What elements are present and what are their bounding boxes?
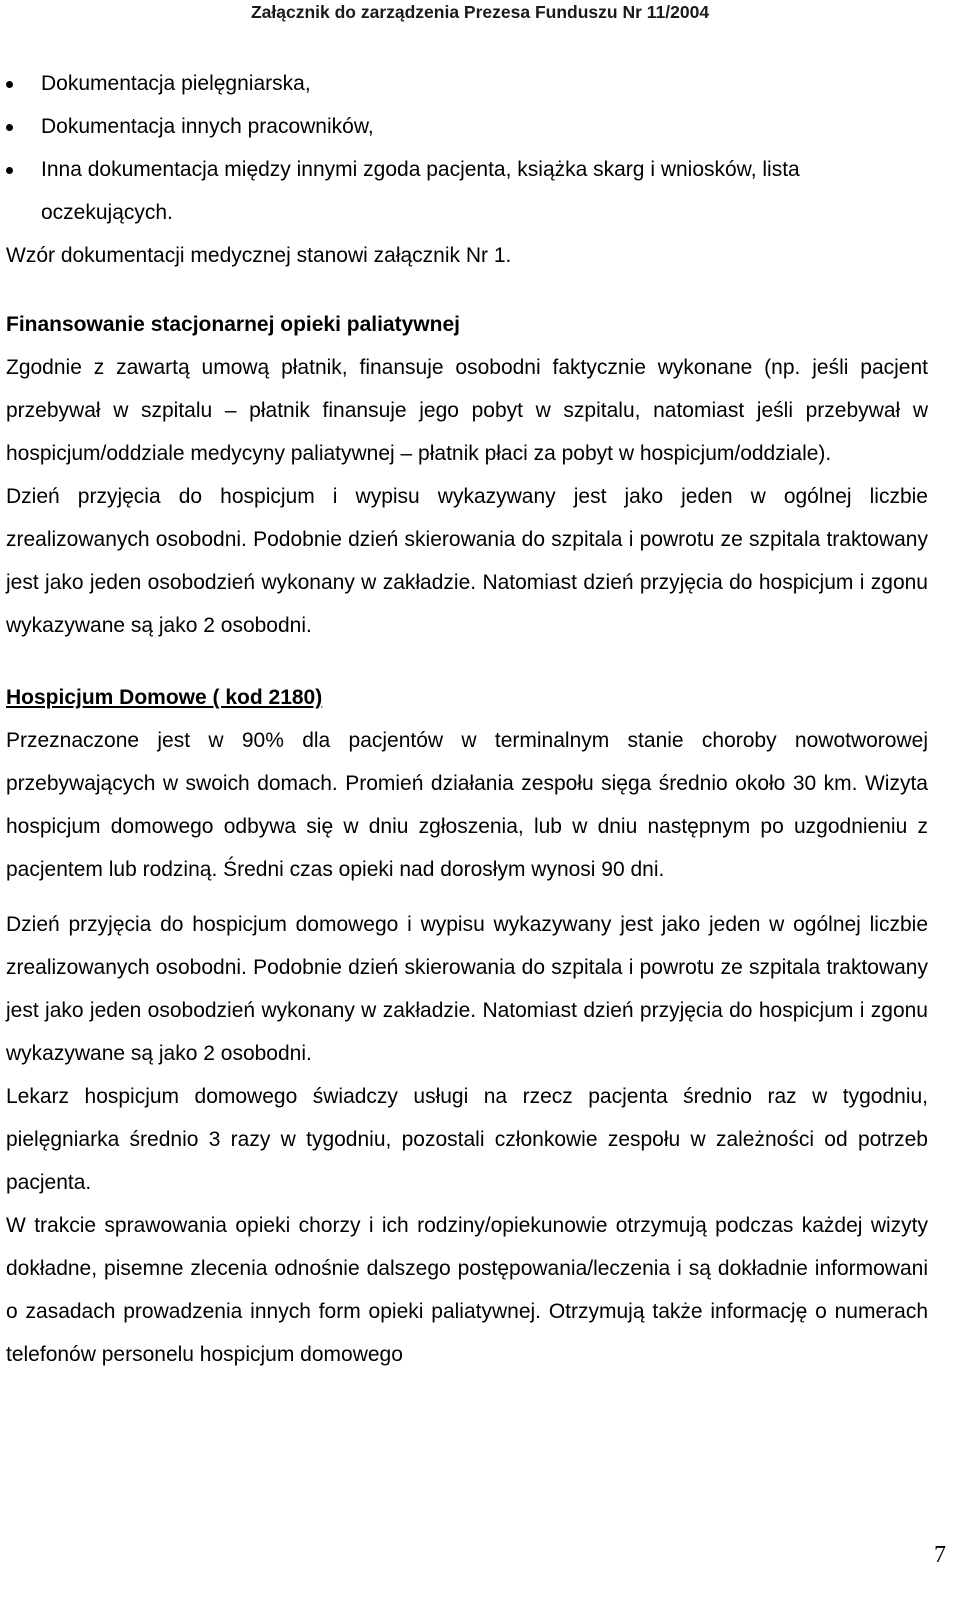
paragraph: Przeznaczone jest w 90% dla pacjentów w terminalnym stanie choroby nowotworowej przebywających w swoich domach. Promień działania zespołu sięga średnio około 30 km. Wizyta hospicjum domowego odbywa się w dniu zgłoszenia, lub w dniu następnym po uzgodnieniu z pacjentem lub rodziną. Średni czas opieki nad dorosłym wynosi 90 dni. [6,729,928,881]
list-item [6,105,928,148]
page-number: 7 [934,1542,946,1568]
list-item-text: Dokumentacja pielęgniarska, [41,72,311,95]
list-item-text: Dokumentacja innych pracowników, [41,115,374,138]
paragraph: Lekarz hospicjum domowego świadczy usługi na rzecz pacjenta średnio raz w tygodniu, pielęgniarka średnio 3 razy w tygodniu, pozostali członkowie zespołu w zależności od potrzeb pacjenta. [6,1085,928,1194]
paragraph: Dzień przyjęcia do hospicjum domowego i wypisu wykazywany jest jako jeden w ogólnej liczbie zrealizowanych osobodni. Podobnie dzień skierowania do szpitala i powrotu ze szpitala traktowany jest jako jeden osobodzień wykonany w zakładzie. Natomiast dzień przyjęcia do hospicjum i zgonu wykazywane są jako 2 osobodni. [6,913,928,1065]
page-header: Załącznik do zarządzenia Prezesa Funduszu Nr 11/2004 [250,2,710,22]
section-heading-financing: Finansowanie stacjonarnej opieki paliatywnej [6,313,460,336]
paragraph: Zgodnie z zawartą umową płatnik, finansuje osobodni faktycznie wykonane (np. jeśli pacjent przebywał w szpitalu – płatnik finansuje jego pobyt w szpitalu, natomiast jeśli przebywał w hospicjum/oddziale medycyny paliatywnej – płatnik płaci za pobyt w hospicjum/oddziale). [6,356,928,465]
list-item [6,148,928,234]
list-item [6,62,928,105]
attachment-note: Wzór dokumentacji medycznej stanowi załącznik Nr 1. [6,244,512,267]
section-heading-home-hospice: Hospicjum Domowe ( kod 2180) [6,686,323,709]
paragraph: Dzień przyjęcia do hospicjum i wypisu wykazywany jest jako jeden w ogólnej liczbie zrealizowanych osobodni. Podobnie dzień skierowania do szpitala i powrotu ze szpitala traktowany jest jako jeden osobodzień wykonany w zakładzie. Natomiast dzień przyjęcia do hospicjum i zgonu wykazywane są jako 2 osobodni. [6,485,928,637]
list-item-text: Inna dokumentacja między innymi zgoda pacjenta, książka skarg i wniosków, lista oczekujących. [41,158,800,224]
paragraph: W trakcie sprawowania opieki chorzy i ich rodziny/opiekunowie otrzymują podczas każdej wizyty dokładne, pisemne zlecenia odnośnie dalszego postępowania/leczenia i są dokładnie informowani o zasadach prowadzenia innych form opieki paliatywnej. Otrzymują także informację o numerach telefonów personelu hospicjum domowego [6,1214,928,1366]
bullet-list [6,62,928,234]
document-body [6,62,928,1376]
